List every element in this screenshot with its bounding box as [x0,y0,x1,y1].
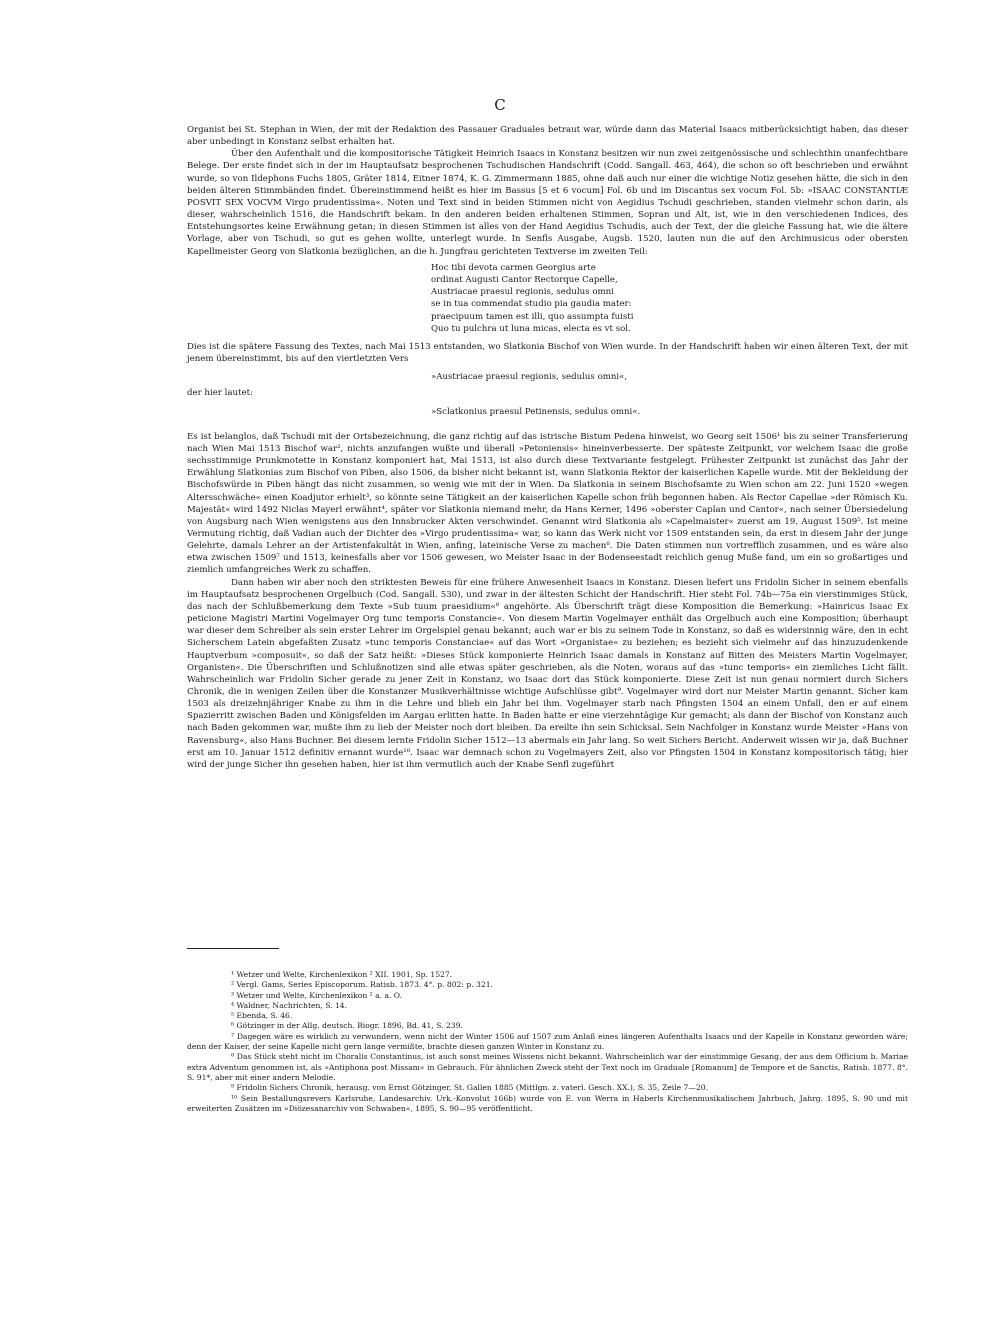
quoted-verse-1: »Austriacae praesul regionis, sedulus omni«, [431,372,628,383]
verse-line: praecipuum tamen est illi, quo assumpta fuisti [431,311,634,322]
footnote: ⁶ Götzinger in der Allg. deutsch. Biogr. 1896, Bd. 41, S. 239. [231,1021,463,1031]
page-marker: C [494,96,506,114]
paragraph-2: Über den Aufenthalt und die kompositorische Tätigkeit Heinrich Isaacs in Konstanz besitzen wir nun zwei zeitgenössische und schlechthin unanfechtbare Belege. Der erste findet sich in der im Hauptaufsatz besprochenen Tschudischen Handschrift (Codd. Sangall. 463, 464), die schon so oft beschrieben und erwähnt wurde, so von Ildephons Fuchs 1805, Gräter 1814, Eitner 1874, K. G. Zimmermann 1885, ohne daß auch nur einer die wichtige Notiz gesehen hätte, die sich in den beiden älteren Stimmbänden findet. Übereinstimmend heißt es hier im Bassus [5 et 6 vocum] Fol. 6b und im Discantus sex vocum Fol. 5b: »ISAAC CONSTANTIÆ POSVIT SEX VOCVM Virgo prudentissima«. Noten und Text sind in beiden Stimmen nicht von Aegidius Tschudi geschrieben, standen vielmehr schon darin, als dieser, wahrscheinlich 1516, die Handschrift bekam. In den anderen beiden erhaltenen Stimmen, Sopran und Alt, ist, wie in den verschiedenen Indices, des Entstehungsortes keine Erwähnung getan; in diesen Stimmen ist alles von der Hand Aegidius Tschudis, auch der Text, der die gleiche Fassung hat, wie die ältere Vorlage, aber von Tschudi, so gut es gehen wollte, unterlegt wurde. In Senfls Ausgabe, Augsb. 1520, lauten nun die auf den Archimusicus oder obersten Kapellmeister Georg von Slatkonia bezüglichen, an die h. Jungfrau gerichteten Textverse im zweiten Teil: [187,149,908,257]
verse-line: Austriacae praesul regionis, sedulus omni [431,287,614,298]
footnote: ³ Wetzer und Welte, Kirchenlexikon ² a. a. O. [231,990,402,1000]
paragraph-3: Dies ist die spätere Fassung des Textes, nach Mai 1513 entstanden, wo Slatkonia Bischof von Wien wurde. In der Handschrift haben wir einen älteren Text, der mit jenem übereinstimmt, bis auf den viertletzten Vers [187,341,908,365]
footnote: ⁹ Fridolin Sichers Chronik, herausg. von Ernst Götzinger, St. Gallen 1885 (Mittlgn. z. vaterl. Gesch. XX.), S. 35, Zeile 7—20. [231,1083,708,1093]
footnote: ¹⁰ Sein Bestallungsrevers Karlsruhe, Landesarchiv. Urk.-Konvolut 166b) wurde von E. von Werra in Haberls Kirchenmusikalischem Jahrbuch, Jahrg. 1895, S. 90 und mit erweiterten Zusätzen im »Diözesanarchiv von Schwaben«, 1895, S. 90—95 veröffentlicht. [187,1093,908,1113]
footnote: ¹ Wetzer und Welte, Kirchenlexikon ² XII. 1901, Sp. 1527. [231,970,453,979]
footnote: ⁴ Waldner, Nachrichten, S. 14. [231,1000,348,1010]
latin-verse-block [431,262,908,335]
footnotes [187,970,908,1114]
footnote: ² Vergl. Gams, Series Episcoporum. Ratisb. 1873. 4°. p. 802: p. 321. [231,980,493,990]
paragraph-1: Organist bei St. Stephan in Wien, der mit der Redaktion des Passauer Graduales betraut war, würde dann das Material Isaacs mitberücksichtigt haben, das dieser aber unbedingt in Konstanz selbst erhalten hat. [187,125,908,148]
footnote: ⁸ Das Stück steht nicht im Choralis Constantinus, ist auch sonst meines Wissens nicht bekannt. Wahrscheinlich war der einstimmige Gesang, der aus dem Officium b. Mariae extra Adventum genommen ist, als »Antiphona post Missam« in Gebrauch. Für ähnlichen Zweck steht der Text noch im Graduale [Romanum] de Tempore et de Sanctis, Ratisb. 1877. 8°. S. 91*, aber mit einer andern Melodie. [187,1052,908,1082]
verse-line: ordinat Augusti Cantor Rectorque Capelle, [431,274,618,285]
transition-label: der hier lautet: [187,388,253,399]
verse-line: Hoc tibi devota carmen Georgius arte [431,262,596,273]
footnote: ⁵ Ebenda, S. 46. [231,1011,293,1021]
paragraph-4: Es ist belanglos, daß Tschudi mit der Ortsbezeichnung, die ganz richtig auf das istrische Bistum Pedena hinweist, wo Georg seit 1506¹ bis zu seiner Transferierung nach Wien Mai 1513 Bischof war², nichts anzufangen wußte und überall »Petoniensis« hineinverbesserte. Der späteste Zeitpunkt, vor welchem Isaac die große sechsstimmige Prunkmotette in Konstanz komponiert hat, Mai 1513, ist also durch diese Textvariante festgelegt. Frühester Zeitpunkt ist zunächst das Jahr der Erwählung Slatkonias zum Bischof von Piben, also 1506, da bisher nicht bekannt ist, wann Slatkonia Rektor der kaiserlichen Kapelle wurde. Mit der Bekleidung der Bischofswürde in Piben hängt das nicht zusammen, so wenig wie mit der in Wien. Da Slatkonia in seinem Bischofsamte zu Wien schon am 22. Juni 1520 »wegen Altersschwäche« einen Koadjutor erhielt³, so könnte seine Tätigkeit an der kaiserlichen Kapelle schon früh begonnen haben. Als Rector Capellae »der Römisch Ku. Majestät« wird 1492 Niclas Mayerl erwähnt⁴, später vor Slatkonia niemand mehr, da Hans Kerner, 1496 »oberster Caplan und Cantor«, nach seiner Übersiedelung von Augsburg nach Wien wenigstens aus den Innsbrucker Akten verschwindet. Genannt wird Slatkonia als »Capelmaister« zuerst am 19. August 1509⁵. Ist meine Vermutung richtig, daß Vadian auch der Dichter des »Virgo prudentissima« war, so kann das Werk nicht vor 1509 entstanden sein, da erst in diesem Jahr der junge Gelehrte, damals Lehrer an der Artistenfakultät in Wien, anfing, lateinische Verse zu machen⁶. Die Daten stimmen nun vortrefflich zusammen, und es wäre also etwa zwischen 1509⁷ und 1513, keinesfalls aber vor 1506 gewesen, wo Meister Isaac in der Bodenseestadt reichlich genug Muße fand, um ein so großartiges und ziemlich umfangreiches Werk zu schaffen. [187,431,908,576]
footnote: ⁷ Dagegen wäre es wirklich zu verwundern, wenn nicht der Winter 1506 auf 1507 zum Anlaß eines längeren Aufenthalts Isaacs und der Kapelle in Konstanz geworden wäre; denn der Kaiser, der seine Kapelle nicht gern lange vermißte, brachte diesen ganzen Winter in Konstanz zu. [187,1031,908,1052]
quoted-verse-2: »Sclatkonius praesul Petinensis, sedulus omni«. [431,406,641,417]
verse-line: se in tua commendat studio pia gaudia mater: [431,299,632,310]
verse-line: Quo tu pulchra ut luna micas, electa es vt sol. [431,323,631,334]
main-text [187,124,908,771]
paragraph-5: Dann haben wir aber noch den striktesten Beweis für eine frühere Anwesenheit Isaacs in Konstanz. Diesen liefert uns Fridolin Sicher in seinem ebenfalls im Hauptaufsatz besprochenen Orgelbuch (Cod. Sangall. 530), und zwar in der ältesten Schicht der Handschrift. Hier steht Fol. 74b—75a ein vierstimmiges Stück, das nach der Schlußbemerkung dem Texte »Sub tuum praesidium«⁸ angehörte. Als Überschrift trägt diese Komposition die Bemerkung: »Hainricus Isaac Ex peticione Magistri Martini Vogelmayer Org tunc temporis Constancie«. Von diesem Martin Vogelmayer enthält das Orgelbuch auch eine Komposition; überhaupt war dieser dem Schreiber als sein erster Lehrer im Orgelspiel genau bekannt; auch war er bis zu seinem Tode in Konstanz, so daß es widersinnig wäre, den in echt Sicherschem Latein abgefaßten Zusatz »tunc temporis Constanciae« auf das Wort »Organistae« zu beziehen; es bezieht sich vielmehr auf das hinzuzudenkende Hauptverbum »composuit«, so daß der Satz heißt: »Dieses Stück komponierte Heinrich Isaac damals in Konstanz auf Bitten des Meisters Martin Vogelmayer, Organisten«. Die Überschriften und Schlußnotizen sind alle etwas später geschrieben, als die Noten, woraus auf das »tunc temporis« ein ziemliches Licht fällt. Wahrscheinlich war Fridolin Sicher gerade zu jener Zeit in Konstanz, wo Isaac dort das Stück komponierte. Diese Zeit ist nun genau normiert durch Sichers Chronik, die in wenigen Zeilen über die Konstanzer Musikverhältnisse wichtige Aufschlüsse gibt⁹. Vogelmayer wird dort nur Meister Martin genannt. Sicher kam 1503 als dreizehnjähriger Knabe zu ihm in die Lehre und blieb ein Jahr bei ihm. Vogelmayer starb nach Pfingsten 1504 an einem Unfall, den er auf einem Spazierritt zwischen Baden und Königsfelden im Aargau erlitten hatte. In Baden hatte er eine vierzehntägige Kur gemacht; als dann der Bischof von Konstanz auch nach Baden gekommen war, mußte ihm zu lieb der Meister noch dort bleiben. Da ereilte ihn sein Schicksal. Sein Nachfolger in Konstanz wurde Meister »Hans von Ravensburg«, also Hans Buchner. Bei diesem lernte Fridolin Sicher 1512—13 abermals ein Jahr lang. So weit Sichers Bericht. Anderweit wissen wir ja, daß Buchner erst am 10. Januar 1512 definitiv ernannt wurde¹⁰. Isaac war demnach schon zu Vogelmayers Zeit, also vor Pfingsten 1504 in Konstanz kompositorisch tätig; hier wird der junge Sicher ihn gesehen haben, hier ist ihm vermutlich auch der Knabe Senfl zugeführt [187,577,908,770]
footnote-divider [187,948,279,949]
